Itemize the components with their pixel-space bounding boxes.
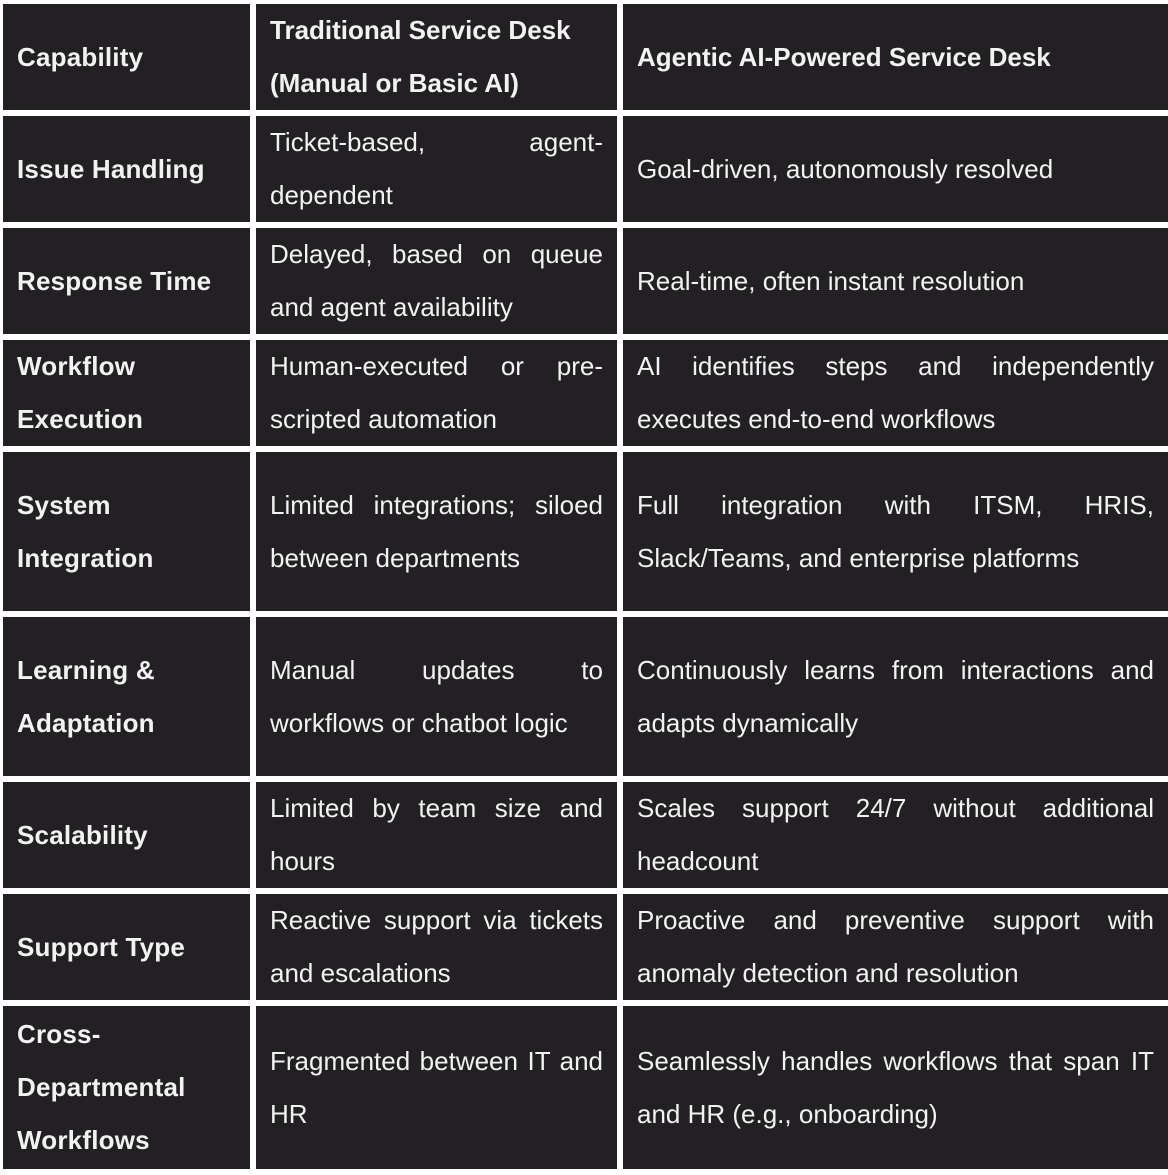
cell-capability: Scalability: [3, 782, 250, 888]
table-row: [3, 340, 1168, 446]
cell-capability: Issue Handling: [3, 116, 250, 222]
table-row: [3, 1006, 1168, 1169]
cell-traditional: Limited by team size and hours: [256, 782, 617, 888]
table-row: [3, 894, 1168, 1000]
cell-agentic: Full integration with ITSM, HRIS, Slack/Teams, and enterprise platforms: [623, 452, 1168, 611]
cell-agentic: Continuously learns from interactions and adapts dynamically: [623, 617, 1168, 776]
cell-agentic: Real-time, often instant resolution: [623, 228, 1168, 334]
cell-capability: System Integration: [3, 452, 250, 611]
cell-agentic: Proactive and preventive support with anomaly detection and resolution: [623, 894, 1168, 1000]
table-row: [3, 228, 1168, 334]
table-header-row: [3, 4, 1168, 110]
cell-traditional: Ticket-based, agent-dependent: [256, 116, 617, 222]
cell-agentic: Seamlessly handles workflows that span IT and HR (e.g., onboarding): [623, 1006, 1168, 1169]
cell-capability: Cross-Departmental Workflows: [3, 1006, 250, 1169]
header-traditional: Traditional Service Desk (Manual or Basic AI): [256, 4, 617, 110]
table-row: [3, 116, 1168, 222]
cell-capability: Response Time: [3, 228, 250, 334]
cell-traditional: Limited integrations; siloed between departments: [256, 452, 617, 611]
header-agentic: Agentic AI-Powered Service Desk: [623, 4, 1168, 110]
cell-capability: Learning & Adaptation: [3, 617, 250, 776]
cell-agentic: Goal-driven, autonomously resolved: [623, 116, 1168, 222]
cell-traditional: Manual updates to workflows or chatbot logic: [256, 617, 617, 776]
cell-agentic: Scales support 24/7 without additional headcount: [623, 782, 1168, 888]
cell-traditional: Delayed, based on queue and agent availability: [256, 228, 617, 334]
cell-traditional: Reactive support via tickets and escalations: [256, 894, 617, 1000]
table-row: [3, 452, 1168, 611]
cell-traditional: Fragmented between IT and HR: [256, 1006, 617, 1169]
table-row: [3, 782, 1168, 888]
header-capability: Capability: [3, 4, 250, 110]
cell-capability: Workflow Execution: [3, 340, 250, 446]
cell-agentic: AI identifies steps and independently executes end-to-end workflows: [623, 340, 1168, 446]
cell-capability: Support Type: [3, 894, 250, 1000]
cell-traditional: Human-executed or pre-scripted automation: [256, 340, 617, 446]
table-row: [3, 617, 1168, 776]
